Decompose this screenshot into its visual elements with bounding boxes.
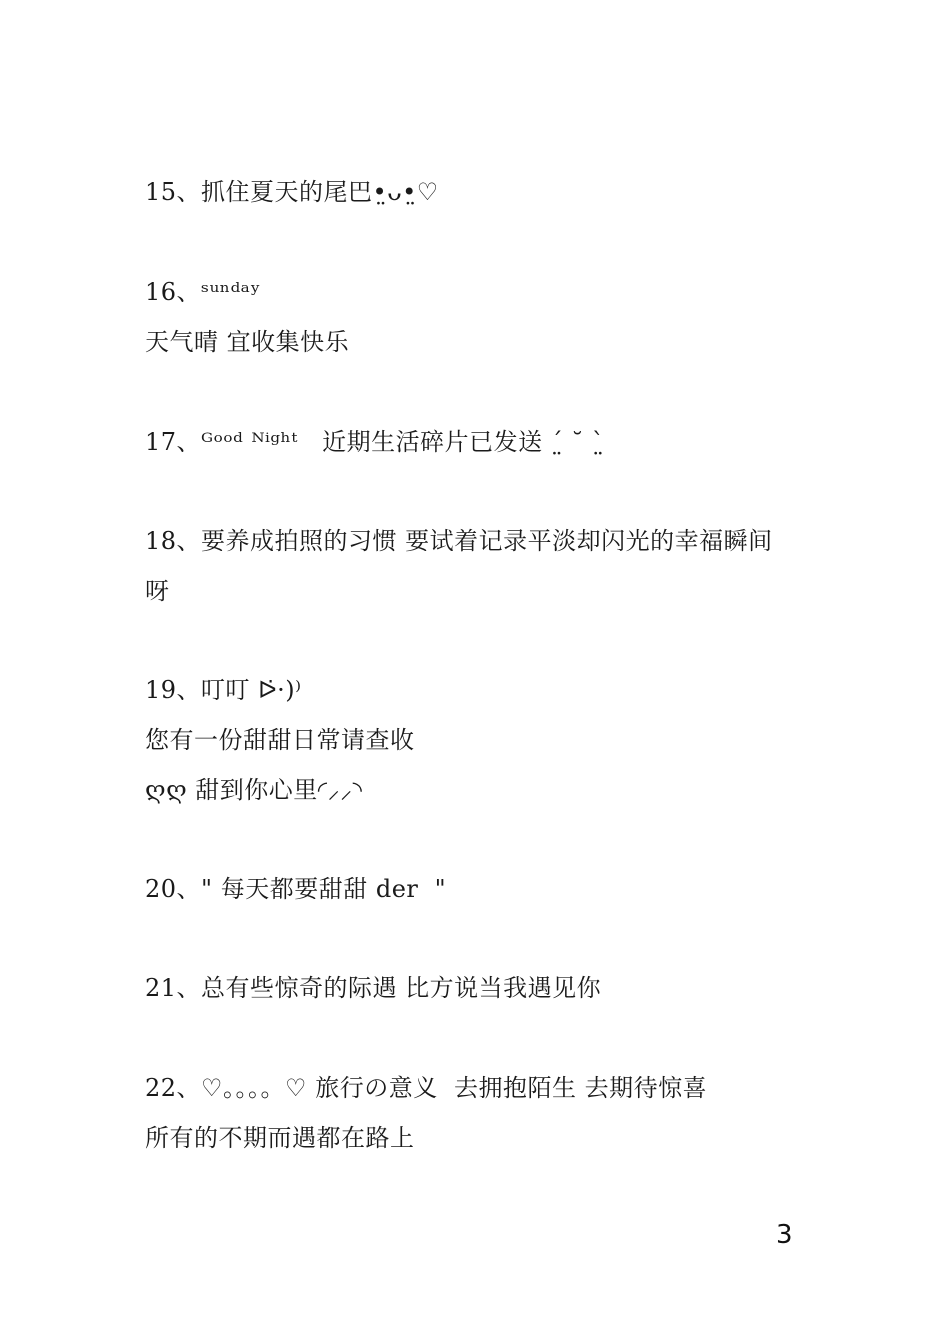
entry-17-line-1: 17、ᴳᵒᵒᵈ ᴺⁱᵍʰᵗ 近期生活碎片已发送 ˊ̤ ˘ ˋ̤ [145,428,605,456]
entry-18-line-2: 呀 [145,577,170,605]
entry-22-line-1: 22、♡。。。。♡ 旅行の意义 去拥抱陌生 去期待惊喜 [145,1074,708,1102]
entry-19-line-2: 您有一份甜甜日常请查收 [145,726,415,754]
entry-19-line-3: ღღ 甜到你心里◜⸝⸝◝ [145,776,363,804]
entry-16-line-2: 天气晴 宜收集快乐 [145,328,350,356]
entry-22-line-2: 所有的不期而遇都在路上 [145,1124,415,1152]
entry-19-line-1: 19、叮叮 ᐅ̇·)⁾ [145,676,302,704]
entry-20-line-1: 20、" 每天都要甜甜 der " [145,875,447,903]
entry-18-line-1: 18、要养成拍照的习惯 要试着记录平淡却闪光的幸福瞬间 [145,527,773,555]
entry-15-line-1: 15、抓住夏天的尾巴•̤ᴗ•̤♡ [145,178,439,206]
entry-21-line-1: 21、总有些惊奇的际遇 比方说当我遇见你 [145,974,602,1002]
entry-16-line-1: 16、ˢᵘⁿᵈᵃʸ [145,278,262,306]
page-number: 3 [776,1220,793,1250]
